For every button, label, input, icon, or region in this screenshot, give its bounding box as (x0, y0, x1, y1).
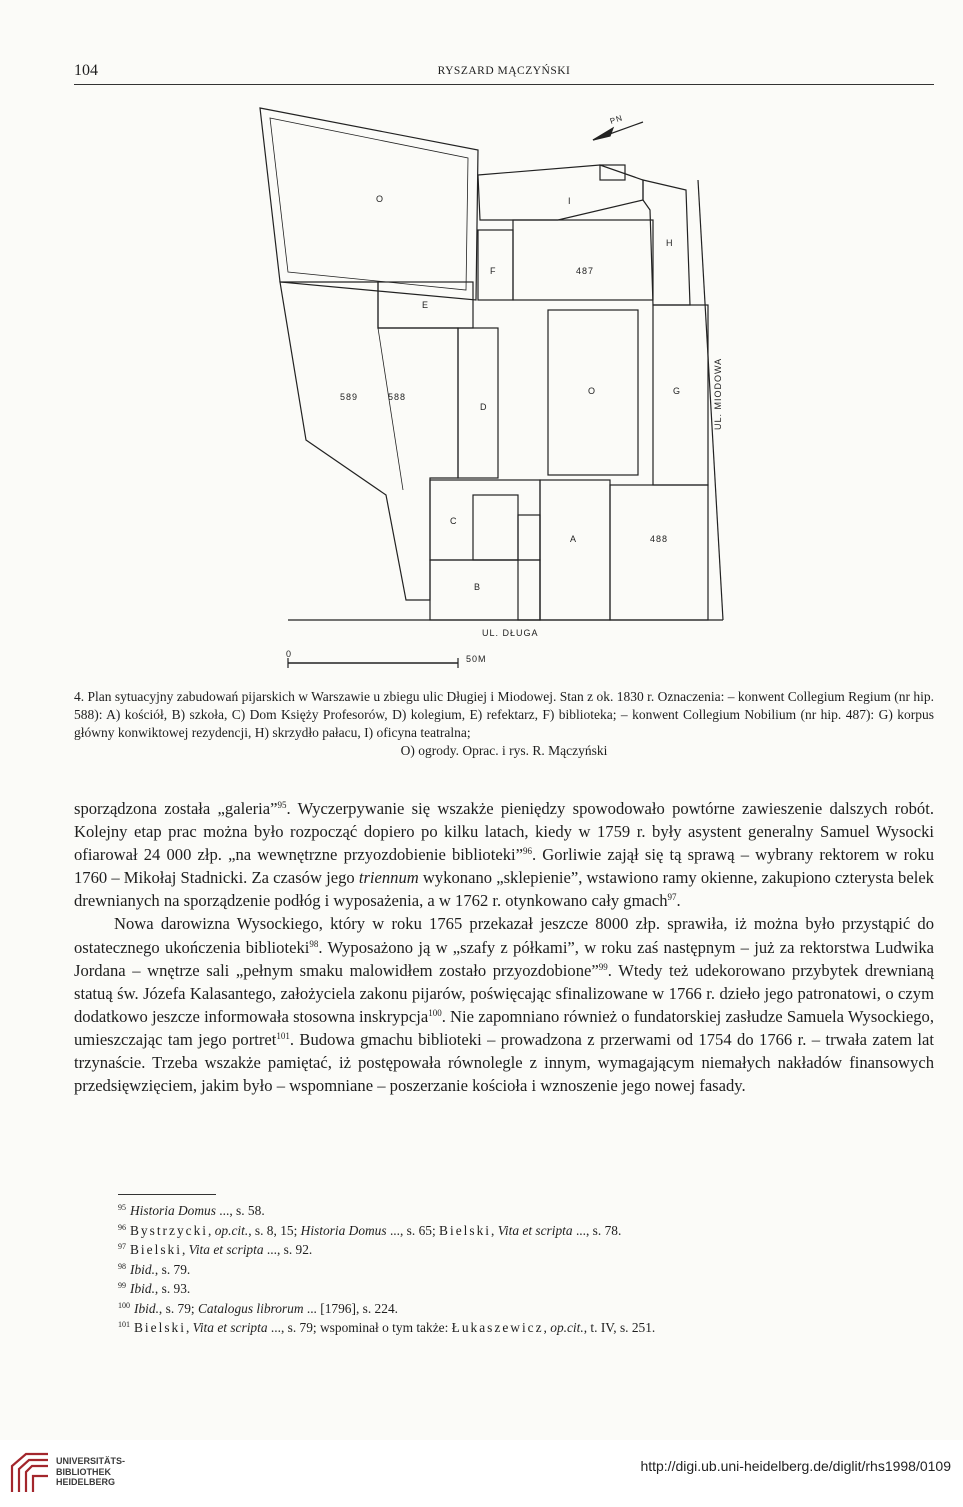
footnote-number: 96 (118, 1222, 126, 1232)
block-487 (513, 220, 653, 300)
fn-title: Catalogus librorum (197, 1300, 304, 1316)
block-f (478, 230, 513, 300)
street-label-dluga: UL. DŁUGA (482, 628, 539, 638)
caption-credit: O) ogrody. Oprac. i rys. R. Mączyński (400, 743, 608, 758)
fn-title: Ibid. (130, 1281, 155, 1296)
fn-text: , (491, 1222, 498, 1238)
text-run: . Budowa gmachu biblioteki – prowadzona z przerwami od 1754 do 1766 r. – trwała zatem lat trzynaście. Trzeba wszakże pamiętać, iż postępowała równolegle z innym, wymagającym niemałych nakładów finansowych przedsięwzięciem, jakim było – wspomniane – poszerzanie kościoła i wznoszenie jego nowej fasady. (74, 1029, 934, 1096)
italic-term: triennum (358, 868, 419, 888)
text-run: . Wyczerpywanie się wszakże pieniędzy spowodowało powtórne zawieszenie dalszych robót. Kolejny etap prac można było rozpocząć dopiero po kilku latach, kiedy w 1759 r. były asystent generalny Samuel Wysocki ofiarował 24 000 złp. „na wewnętrzne przyozdobienie biblioteki” (74, 799, 934, 865)
fn-text: , t. IV, s. 251. (583, 1320, 656, 1335)
footnote-number: 97 (118, 1242, 126, 1251)
footnote-number: 98 (118, 1261, 126, 1271)
footnote-ref: 100 (428, 1007, 442, 1018)
library-name (56, 1456, 125, 1488)
footnote-ref: 97 (667, 892, 677, 903)
fn-text: , s. 79; (158, 1300, 198, 1316)
block-c-inner (473, 495, 518, 560)
footnote-rule (118, 1194, 216, 1195)
footnote-number: 99 (118, 1281, 126, 1290)
footnote-number: 101 (118, 1320, 130, 1329)
footnote-number: 100 (118, 1300, 130, 1310)
block-c (430, 480, 540, 560)
footnotes (118, 1201, 934, 1338)
scale-label-end: 50M (466, 654, 487, 664)
parcel-divider (378, 328, 403, 490)
paragraph-1 (74, 797, 934, 912)
text-run: . Nie zapomniano również o fundatorskiej zasłudze Samuela Wysockiego, umieszczając tam jego portret (74, 1006, 934, 1049)
digitization-footer (0, 1440, 963, 1507)
footnote-number: 95 (118, 1203, 126, 1212)
label-c: C (450, 516, 458, 526)
page-header (74, 62, 934, 85)
fn-author: Bielski (130, 1242, 182, 1257)
fn-text: , s. 93. (154, 1281, 191, 1296)
paragraph-2 (74, 912, 934, 1097)
library-name-line: BIBLIOTHEK (56, 1466, 111, 1477)
body-text (74, 797, 934, 1097)
footnote-ref: 99 (598, 961, 608, 972)
footnote-95 (118, 1201, 934, 1221)
fn-text: , (543, 1320, 551, 1335)
block-a (540, 480, 610, 620)
fn-author: Bielski (439, 1222, 491, 1238)
label-589: 589 (340, 392, 359, 402)
library-name-line: HEIDELBERG (56, 1477, 116, 1487)
fn-text: ... [1796], s. 224. (303, 1300, 398, 1316)
text-run: sporządzona została „galeria” (74, 799, 278, 818)
fn-author: Łukaszewicz (451, 1320, 544, 1335)
block-d (458, 328, 498, 478)
footnote-97 (118, 1240, 934, 1260)
block-488 (610, 485, 708, 620)
fn-author: Bystrzycki (130, 1222, 209, 1238)
fn-author: Bielski (134, 1320, 186, 1335)
text-run: Nowa darowizna Wysockiego, który w roku 1765 przekazał jeszcze 8000 złp. sprawiła, iż można było przystąpić do ostatecznego ukończenia biblioteki (74, 914, 934, 957)
text-run: . (676, 891, 681, 911)
label-588: 588 (388, 392, 407, 402)
source-url-link[interactable]: http://digi.ub.uni-heidelberg.de/diglit/rhs1998/0109 (640, 1458, 951, 1474)
fn-title: Vita et scripta (497, 1222, 573, 1238)
label-a: A (570, 534, 578, 544)
north-label: PN (608, 113, 625, 126)
library-logo-icon (8, 1448, 52, 1494)
label-i: I (568, 196, 572, 206)
site-plan-figure (258, 100, 738, 680)
fn-text: , s. 79. (154, 1261, 191, 1277)
library-name-line: UNIVERSITÄTS- (56, 1456, 126, 1466)
fn-text: ..., s. 78. (572, 1222, 622, 1238)
garden-plot-outline (260, 108, 478, 300)
fn-text: ..., s. 65; (386, 1222, 440, 1238)
north-arrow-head (593, 128, 613, 140)
label-b: B (474, 582, 482, 592)
label-488: 488 (650, 534, 669, 544)
site-plan-drawing (258, 100, 738, 680)
label-f: F (490, 266, 497, 276)
fn-text: ..., s. 79; wspominał o tym także: (267, 1320, 452, 1335)
page-number: 104 (74, 62, 98, 79)
fn-text: , (185, 1320, 193, 1335)
caption-text: 4. Plan sytuacyjny zabudowań pijarskich w Warszawie u zbiegu ulic Długiej i Miodowej. Stan z ok. 1830 r. Oznaczenia: – konwent Collegium Regium (nr hip. 588): A) kościół, B) szkoła, C) Dom Księży Profesorów, D) kolegium, E) refektarz, F) biblioteka; – konwent Collegium Nobilium (nr hip. 487): G) korpus główny konwiktowej rezydencji, H) skrzydło pałacu, I) oficyna teatralna; (74, 689, 934, 740)
fn-text: ..., s. 92. (263, 1242, 313, 1257)
footnote-99 (118, 1279, 934, 1299)
label-487: 487 (576, 266, 595, 276)
text-run: wykonano „sklepienie”, wstawiono ramy okienne, zakupiono czterysta belek drewnianych na sporządzenie podłóg i wyposażenia, a w 1762 r. otynkowano cały gmach (74, 868, 934, 911)
block-b-annex (518, 515, 540, 620)
fn-text: , (181, 1242, 189, 1257)
garden-plot-inner-outline (270, 118, 468, 290)
block-i (478, 165, 643, 220)
text-run: . Wtedy też udekorowano przybytek drewnianą statuą św. Józefa Kalasantego, założyciela zakonu pijarów, poświęcając sfinalizowane w 1766 r. dzieło jego patronatowi, o czym dodatkowo jeszcze informowała stosowna inskrypcja (74, 960, 934, 1026)
footnote-ref: 95 (277, 800, 287, 810)
label-o-inner: O (588, 386, 597, 396)
running-head: RYSZARD MĄCZYŃSKI (437, 65, 571, 77)
parcel-589-588 (280, 282, 458, 600)
fn-title: Vita et scripta (188, 1242, 264, 1257)
block-b (430, 560, 540, 620)
label-o-garden: O (376, 194, 385, 204)
fn-title: Historia Domus (300, 1222, 387, 1238)
fn-title: Historia Domus (130, 1203, 216, 1218)
label-h: H (666, 238, 674, 248)
footnote-ref: 96 (522, 846, 532, 857)
fn-text: , s. 8, 15; (248, 1222, 301, 1238)
footnote-ref: 98 (309, 938, 319, 949)
footnote-ref: 101 (276, 1030, 290, 1041)
fn-title: op.cit. (550, 1320, 584, 1335)
figure-caption (74, 688, 934, 760)
label-d: D (480, 402, 488, 412)
fn-title: Ibid. (130, 1261, 155, 1277)
text-run: . Wyposażono ją w „szafy z półkami”, w roku zaś następnym – już za rektorstwa Ludwika Jordana – wnętrze sali „pełnym smaku malowidłem zostało przyozdobione” (74, 937, 934, 980)
scale-label-start: 0 (286, 649, 293, 659)
footnote-96 (118, 1221, 934, 1241)
fn-title: op.cit. (214, 1222, 249, 1238)
fn-title: Vita et scripta (192, 1320, 268, 1335)
fn-text: ..., s. 58. (215, 1203, 265, 1218)
footnote-101 (118, 1318, 934, 1338)
fn-text: , (208, 1222, 215, 1238)
label-e: E (422, 300, 430, 310)
text-run: . Gorliwie zajął się tą sprawą – wybrany rektorem w roku 1760 – Mikołaj Stadnicki. Za czasów jego (74, 845, 934, 888)
label-g: G (673, 386, 682, 396)
street-label-miodowa: UL. MIODOWA (713, 357, 723, 430)
fn-title: Ibid. (134, 1300, 159, 1316)
footnote-98 (118, 1260, 934, 1280)
footnote-100 (118, 1299, 934, 1319)
